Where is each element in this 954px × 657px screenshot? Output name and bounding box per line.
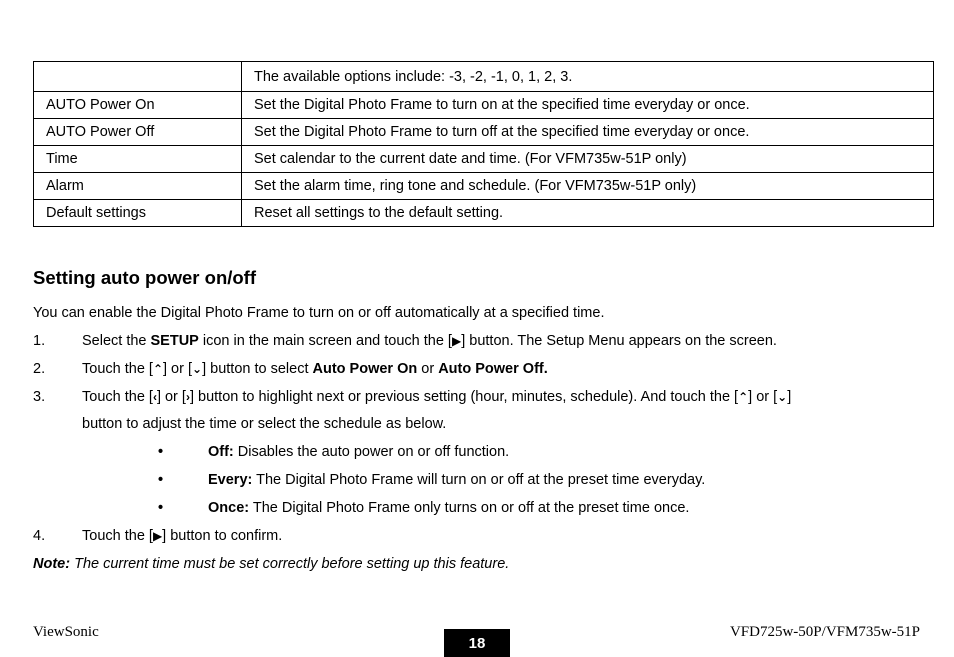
- table-row: [34, 119, 934, 146]
- setting-name-cell: [34, 62, 242, 92]
- step-text: Touch the [: [82, 361, 153, 377]
- step-number: 3.: [33, 389, 46, 405]
- step-2: [82, 360, 548, 378]
- step-text: ] or [: [748, 389, 778, 405]
- step-4: [82, 527, 282, 545]
- step-3: [82, 388, 791, 406]
- step-text: Select the: [82, 333, 151, 349]
- setting-description-cell: Set the Digital Photo Frame to turn off at the specified time everyday or once.: [242, 119, 934, 146]
- step-text: ] button to highlight next or previous setting (hour, minutes, schedule). And touch the [: [189, 389, 739, 405]
- step-1: [82, 332, 777, 350]
- step-text: icon in the main screen and touch the [: [198, 333, 452, 349]
- chevron-up-icon: ⌃: [738, 390, 749, 404]
- play-icon: ▶: [451, 334, 462, 348]
- auto-power-on-keyword: Auto Power On: [312, 361, 418, 377]
- chevron-down-icon: ⌄: [192, 362, 203, 376]
- table-row: [34, 146, 934, 173]
- step-number: 1.: [33, 333, 46, 349]
- step-text: or: [417, 361, 439, 377]
- table-row: [34, 62, 934, 92]
- play-icon: ▶: [152, 529, 163, 543]
- intro-paragraph: You can enable the Digital Photo Frame to turn on or off automatically at a specified time.: [33, 305, 605, 321]
- step-number: 2.: [33, 361, 46, 377]
- note: [33, 555, 509, 573]
- bullet-text: The Digital Photo Frame will turn on or off at the preset time everyday.: [252, 472, 706, 488]
- bullet-off: [208, 443, 509, 461]
- step-text: ] button to confirm.: [162, 528, 283, 544]
- bullet-label: Off:: [208, 444, 234, 460]
- setting-description-cell: Set the Digital Photo Frame to turn on at the specified time everyday or once.: [242, 92, 934, 119]
- note-label: Note:: [33, 556, 71, 572]
- bullet-text: The Digital Photo Frame only turns on or off at the preset time once.: [249, 500, 690, 516]
- step-text: Touch the [: [82, 389, 153, 405]
- setting-name-cell: Default settings: [34, 200, 242, 227]
- setup-keyword: SETUP: [150, 333, 199, 349]
- step-number: 4.: [33, 528, 46, 544]
- setting-name-cell: Alarm: [34, 173, 242, 200]
- chevron-up-icon: ⌃: [152, 362, 163, 376]
- setting-description-cell: Set calendar to the current date and time. (For VFM735w-51P only): [242, 146, 934, 173]
- bullet-text: Disables the auto power on or off function.: [233, 444, 510, 460]
- step-text: ] button to select: [202, 361, 313, 377]
- step-text: ] or [: [156, 389, 186, 405]
- setting-name-cell: AUTO Power On: [34, 92, 242, 119]
- step-text: ] button. The Setup Menu appears on the screen.: [461, 333, 777, 349]
- bullet-mark: •: [158, 500, 164, 516]
- chevron-down-icon: ⌄: [777, 390, 788, 404]
- note-text: The current time must be set correctly before setting up this feature.: [70, 556, 510, 572]
- auto-power-off-keyword: Auto Power Off.: [438, 361, 548, 377]
- footer-model: VFD725w-50P/VFM735w-51P: [729, 624, 920, 640]
- bullet-once: [208, 499, 689, 517]
- page-number: 18: [444, 629, 510, 657]
- settings-table: [33, 61, 934, 227]
- setting-description-cell: Reset all settings to the default setting.: [242, 200, 934, 227]
- setting-description-cell: Set the alarm time, ring tone and schedule. (For VFM735w-51P only): [242, 173, 934, 200]
- bullet-label: Once:: [208, 500, 250, 516]
- bullet-mark: •: [158, 444, 164, 460]
- setting-description-cell: The available options include: -3, -2, -1, 0, 1, 2, 3.: [242, 62, 934, 92]
- chevron-left-icon: ‹: [152, 390, 157, 404]
- step-3-continued: button to adjust the time or select the schedule as below.: [82, 416, 447, 432]
- step-text: Touch the [: [82, 528, 153, 544]
- table-row: [34, 200, 934, 227]
- step-text: ] or [: [163, 361, 193, 377]
- setting-name-cell: Time: [34, 146, 242, 173]
- bullet-every: [208, 471, 705, 489]
- section-heading: Setting auto power on/off: [33, 267, 257, 288]
- bullet-mark: •: [158, 472, 164, 488]
- step-text: ]: [787, 389, 792, 405]
- setting-name-cell: AUTO Power Off: [34, 119, 242, 146]
- bullet-label: Every:: [208, 472, 253, 488]
- table-row: [34, 173, 934, 200]
- table-row: [34, 92, 934, 119]
- footer-brand: ViewSonic: [33, 624, 99, 640]
- chevron-right-icon: ›: [185, 390, 190, 404]
